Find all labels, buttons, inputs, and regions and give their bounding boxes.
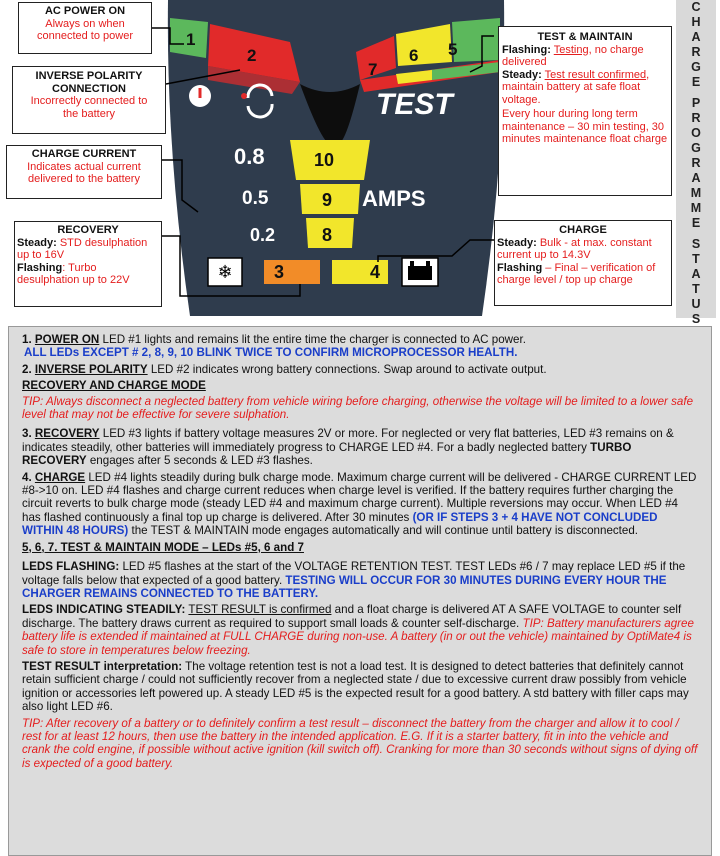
side-label-letter: R	[691, 45, 701, 59]
side-label-letter: T	[692, 252, 700, 266]
led-7-label: 7	[368, 60, 378, 79]
recovery-steady-text: STD desulphation up to 16V	[17, 236, 148, 261]
callout-recovery-title: RECOVERY	[57, 224, 119, 236]
p7-bold: TEST RESULT interpretation:	[22, 659, 183, 673]
led-10-label: 10	[314, 150, 335, 170]
tip-disconnect: TIP: Always disconnect a neglected battery from vehicle wiring before charging, otherwise the voltage will be limited to a lower safe level that may not be effective for severe sulphation.	[22, 394, 694, 422]
p6-tip: TIP: Battery manufacturers agree battery life is extended if maintained at FULL CHARGE during non-use. A battery (in or out the vehicle) maintained by OptiMate4 is safe to store in temperatures below freezing.	[22, 616, 694, 657]
callout-ac-power-desc: Always on when connected to power	[36, 17, 133, 42]
side-label-letter: A	[691, 30, 701, 44]
para-test-result	[22, 660, 699, 714]
p5-blue: TESTING WILL OCCUR FOR 30 MINUTES DURING EVERY HOUR THE CHARGER REMAINS CONNECTED TO THE BATTERY.	[22, 573, 667, 600]
p1-num: 1.	[22, 333, 35, 346]
led-5-label: 5	[448, 40, 458, 59]
p5-bold: LEDS FLASHING:	[22, 560, 120, 574]
side-label-letter: S	[691, 237, 701, 251]
side-label-letter: T	[692, 282, 700, 296]
para-leds-steady	[22, 603, 699, 657]
test-flashing-rest: , no charge delivered	[502, 43, 644, 68]
tip-after-recovery: TIP: After recovery of a battery or to definitely confirm a test result – disconnect the battery from the charger and allow it to cool / rest for at least 12 hours, then use the battery in the intended application. E.G. If it is a starter battery, fit in into the vehicle and crank the cold engine, if possible without active ignition (kill switch off). Cranking for more than 30 seconds without signs of dying off is expected of a good battery.	[22, 716, 698, 770]
callout-charge-title: CHARGE	[559, 224, 607, 236]
svg-text:❄: ❄	[217, 262, 233, 283]
p3-num: 3.	[22, 427, 35, 441]
para-recovery	[22, 427, 699, 467]
side-label-letter: R	[691, 156, 701, 170]
led-2-label: 2	[247, 46, 257, 65]
side-label-letter: G	[691, 60, 701, 74]
led-9-label: 9	[322, 190, 333, 210]
test-steady-underlined: Test result confirmed	[544, 68, 647, 81]
led-6-label: 6	[409, 46, 419, 65]
side-label-letter: M	[690, 201, 702, 215]
side-label-letter: O	[691, 126, 701, 140]
side-label-letter: S	[691, 312, 701, 326]
side-label	[676, 0, 716, 327]
callout-charge-current-title: CHARGE CURRENT	[31, 148, 137, 160]
p3-end: engages after 5 seconds & LED #3 flashes.	[86, 454, 313, 468]
side-label-letter: G	[691, 141, 701, 155]
side-label-letter: E	[691, 216, 701, 230]
callout-recovery	[14, 221, 162, 307]
instructions-text	[8, 326, 712, 856]
side-label-letter: H	[691, 15, 701, 29]
p4-rest: LED #4 lights steadily during bulk charge mode. Maximum charge current will be delivered - CHARGE CURRENT LED #8->10 on. LED #4 flashes and charge current reduces when charge level is verified. If the battery requires further charging the circuit reverts to bulk charge mode (steady LED #4 and maximum charge current). Multiple reversions may occur. When LED #4 has flashed continuously a final top up charge is delivered. After 30 minutes	[22, 470, 697, 524]
p6-underlined: TEST RESULT is confirmed	[188, 603, 332, 617]
test-label: TEST	[376, 88, 453, 121]
p5-rest: LED #5 flashes at the start of the VOLTAGE RETENTION TEST. TEST LEDs #6 / 7 may replace LED #5 if the voltage falls below that expected of a good battery.	[22, 560, 686, 587]
side-label-letter: E	[691, 75, 701, 89]
callout-charge	[494, 220, 672, 306]
p1-underlined: POWER ON	[34, 333, 100, 346]
callout-charge-current	[6, 145, 162, 199]
p4-end: the TEST & MAINTAIN mode engages automatically and will continue until battery is disconnected.	[128, 524, 639, 538]
para-inverse	[22, 363, 699, 376]
callout-charge-current-desc: Indicates actual current delivered to the battery	[27, 160, 141, 185]
amps-label: AMPS	[362, 186, 426, 211]
side-label-letter: A	[691, 267, 701, 281]
p2-num: 2.	[22, 362, 35, 376]
test-steady-label: Steady:	[502, 68, 542, 81]
p2-rest: LED #2 indicates wrong battery connections. Swap around to activate output.	[147, 362, 547, 376]
side-label-letter: R	[691, 111, 701, 125]
heading-test-maintain: 5, 6, 7. TEST & MAINTAIN MODE – LEDs #5, 6 and 7	[22, 540, 304, 554]
charge-steady-text: Bulk - at max. constant current up to 14.3V	[497, 236, 652, 261]
p1-blue: ALL LEDs EXCEPT # 2, 8, 9, 10 BLINK TWICE TO CONFIRM MICROPROCESSOR HEALTH.	[24, 346, 518, 360]
heading-recovery: RECOVERY AND CHARGE MODE	[22, 379, 206, 393]
para-leds-flashing	[22, 560, 699, 600]
side-label-letter: U	[691, 297, 701, 311]
test-steady-rest: , maintain battery at safe float voltage.	[502, 68, 650, 106]
led-4-label: 4	[370, 262, 381, 282]
para-charge	[22, 471, 699, 538]
callout-inverse-polarity	[12, 66, 166, 134]
charge-flashing-label: Flashing	[497, 261, 543, 274]
p2-underlined: INVERSE POLARITY	[34, 362, 148, 376]
callout-inverse-title: INVERSE POLARITY CONNECTION	[35, 70, 143, 95]
test-hourly-text: Every hour during long term maintenance – 30 min testing, 30 minutes maintenance float charge	[502, 108, 668, 145]
recovery-flashing-text: : Turbo desulphation up to 22V	[17, 261, 130, 286]
p3-bold: TURBO RECOVERY	[22, 440, 632, 468]
recovery-steady-label: Steady:	[17, 236, 57, 249]
charge-steady-label: Steady:	[497, 236, 537, 249]
p3-rest: LED #3 lights if battery voltage measures 2V or more. For neglected or very flat batteries, LED #3 remains on & indicates steadily, other batteries will immediately progress to CHARGE LED #4. For a badly neglected battery	[22, 427, 674, 454]
callout-inverse-desc: Incorrectly connected to the battery	[30, 95, 148, 120]
side-label-letter: C	[691, 0, 701, 14]
led-3-label: 3	[274, 262, 285, 282]
charge-flashing-text: – Final – verification of charge level / top up charge	[497, 261, 656, 286]
p4-blue: (OR IF STEPS 3 + 4 HAVE NOT CONCLUDED WITHIN 48 HOURS)	[22, 510, 658, 538]
test-flashing-underlined: Testing	[553, 43, 589, 56]
recovery-flashing-label: Flashing	[17, 261, 63, 274]
p7-rest: The voltage retention test is not a load test. It is designed to detect batteries that definitely cannot retain sufficient charge / could not sufficiently recover from a neglected state / due to excessive current draw possibly from vehicle ignition or accessories left powered up. A steady LED #5 is the expected result for a good battery. A std battery with filler caps may also light LED #6.	[22, 659, 689, 714]
side-label-letter: P	[691, 96, 701, 110]
charger-diagram	[0, 0, 720, 326]
callout-ac-power	[18, 2, 152, 54]
p4-underlined: CHARGE	[34, 470, 86, 484]
led-8-label: 8	[322, 225, 333, 245]
led-1-label: 1	[186, 30, 196, 49]
side-label-letter: A	[691, 171, 701, 185]
p1-rest: LED #1 lights and remains lit the entire time the charger is connected to AC power.	[99, 333, 526, 346]
p4-num: 4.	[22, 470, 35, 484]
amp-05-label: 0.5	[242, 188, 269, 209]
charge-programme-status-strip	[676, 0, 716, 326]
amp-08-label: 0.8	[234, 144, 265, 169]
p6-bold: LEDS INDICATING STEADILY:	[22, 603, 186, 617]
callout-test-maintain	[498, 26, 672, 196]
amp-02-label: 0.2	[250, 225, 276, 245]
p3-underlined: RECOVERY	[34, 427, 100, 441]
callout-test-maintain-title: TEST & MAINTAIN	[537, 31, 633, 43]
para-power-on	[22, 333, 699, 360]
p6-rest: and a float charge is delivered AT A SAFE VOLTAGE to counter self discharge. The battery draws current as required to support small loads & counter self-discharge.	[22, 603, 682, 630]
test-flashing-label: Flashing:	[502, 43, 551, 56]
callout-ac-power-title: AC POWER ON	[44, 5, 126, 17]
side-label-letter: M	[690, 186, 702, 200]
